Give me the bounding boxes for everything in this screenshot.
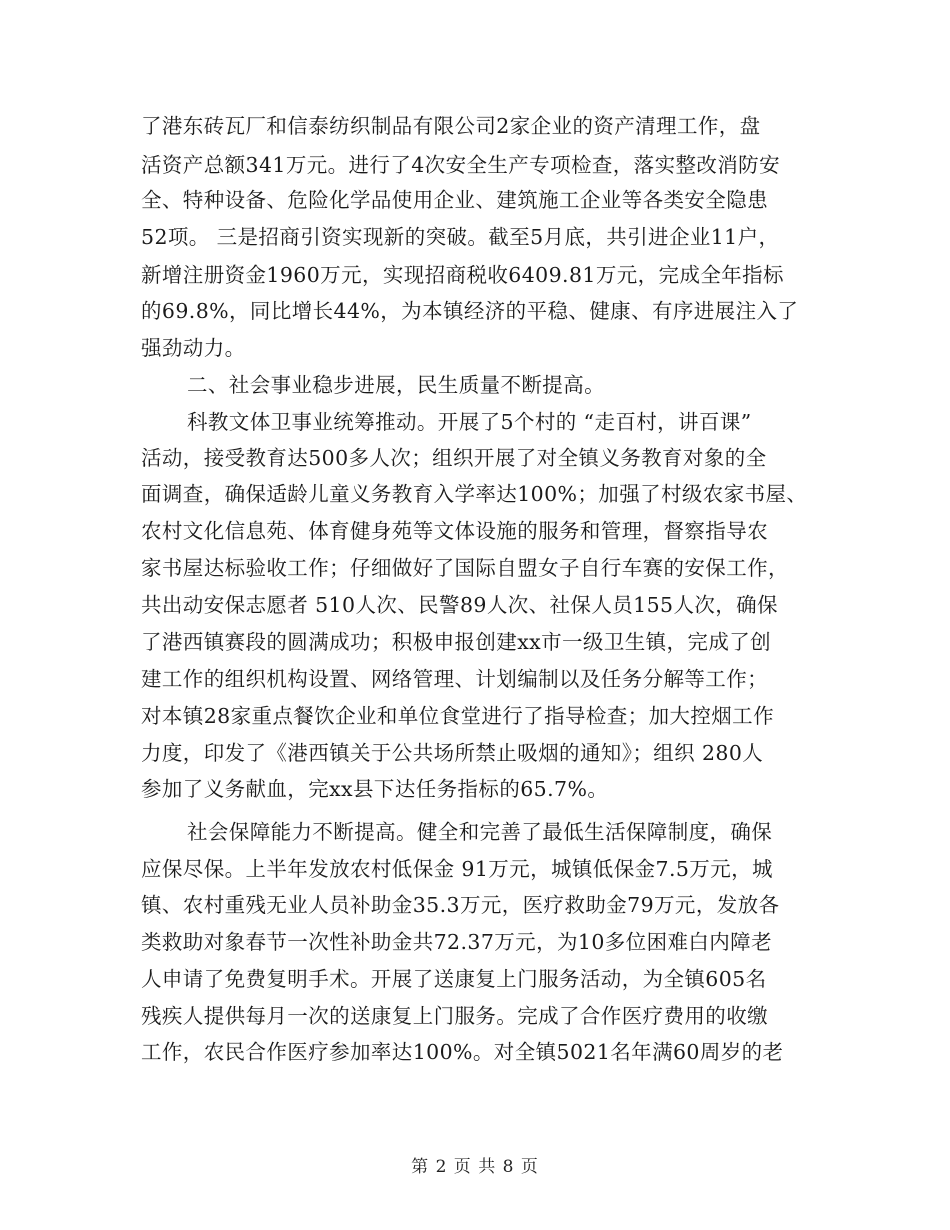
- text-line: 科教文体卫事业统筹推动。开展了5个村的 “走百村，讲百课”: [187, 410, 752, 434]
- text-line: 镇、农村重残无业人员补助金35.3万元，医疗救助金79万元，发放各: [141, 893, 780, 917]
- text-line: 对本镇28家重点餐饮企业和单位食堂进行了指导检查；加大控烟工作: [141, 704, 774, 728]
- text-line: 建工作的组织机构设置、网络管理、计划编制以及任务分解等工作；: [141, 667, 768, 691]
- page-number: 第 2 页 共 8 页: [411, 1157, 539, 1177]
- text-line: 应保尽保。上半年发放农村低保金 91万元，城镇低保金7.5万元，城: [141, 857, 773, 881]
- text-line: 了港西镇赛段的圆满成功；积极申报创建xx市一级卫生镇，完成了创: [141, 630, 772, 654]
- text-line: 52项。 三是招商引资实现新的突破。截至5月底，共引进企业11户，: [141, 225, 780, 249]
- text-line: 类救助对象春节一次性补助金共72.37万元，为10多位困难白内障老: [141, 930, 772, 954]
- text-line: 力度，印发了《港西镇关于公共场所禁止吸烟的通知》；组织 280人: [141, 741, 764, 765]
- text-line: 活动，接受教育达500多人次；组织开展了对全镇义务教育对象的全: [141, 446, 767, 470]
- text-line: 面调查，确保适龄儿童义务教育入学率达100%；加强了村级农家书屋、: [141, 482, 808, 506]
- text-line: 农村文化信息苑、体育健身苑等文体设施的服务和管理，督察指导农: [141, 519, 768, 543]
- text-line: 工作，农民合作医疗参加率达100%。对全镇5021名年满60周岁的老: [141, 1040, 784, 1064]
- text-line: 活资产总额341万元。进行了4次安全生产专项检查，落实整改消防安: [141, 153, 780, 177]
- text-line: 了港东砖瓦厂和信泰纺织制品有限公司2家企业的资产清理工作，盘: [141, 114, 761, 138]
- text-line: 社会保障能力不断提高。健全和完善了最低生活保障制度，确保: [187, 820, 773, 844]
- text-line: 新增注册资金1960万元，实现招商税收6409.81万元，完成全年指标: [141, 263, 784, 287]
- text-line: 残疾人提供每月一次的送康复上门服务。完成了合作医疗费用的收缴: [141, 1004, 768, 1028]
- text-line: 共出动安保志愿者 510人次、民警89人次、社保人员155人次，确保: [141, 593, 778, 617]
- text-line: 的69.8%，同比增长44%，为本镇经济的平稳、健康、有序进展注入了: [141, 299, 799, 323]
- section-heading: 二、社会事业稳步进展，民生质量不断提高。: [187, 373, 605, 397]
- text-line: 人申请了免费复明手术。开展了送康复上门服务活动，为全镇605名: [141, 967, 767, 991]
- text-line: 全、特种设备、危险化学品使用企业、建筑施工企业等各类安全隐患: [141, 188, 768, 212]
- text-line: 强劲动力。: [141, 336, 246, 360]
- text-line: 参加了义务献血，完xx县下达任务指标的65.7%。: [141, 777, 609, 801]
- text-line: 家书屋达标验收工作；仔细做好了国际自盟女子自行车赛的安保工作，: [141, 556, 789, 580]
